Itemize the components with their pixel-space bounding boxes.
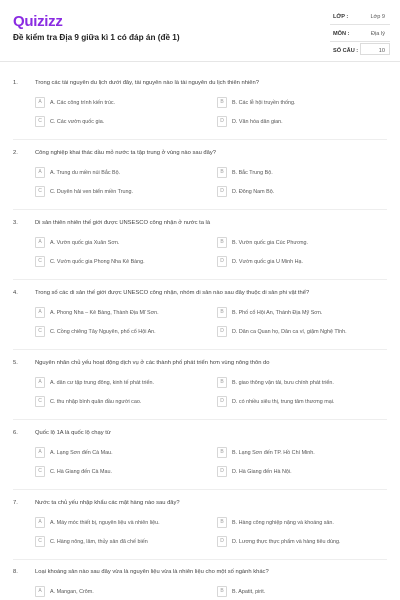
question-divider (13, 279, 387, 280)
option-letter-badge: C (35, 396, 45, 407)
question-number: 1. (13, 80, 18, 86)
option-text: A. Máy móc thiết bị, nguyên liệu và nhiên liệu. (50, 519, 160, 526)
option-a[interactable] (35, 586, 190, 598)
question-divider (13, 559, 387, 560)
option-text: B. Hàng công nghiệp nặng và khoáng sản. (232, 519, 334, 526)
option-a[interactable] (35, 307, 190, 319)
option-a[interactable] (35, 517, 190, 529)
option-c[interactable] (35, 536, 190, 548)
option-text: A. Vườn quốc gia Xuân Sơn. (50, 239, 120, 246)
document-header (0, 0, 400, 62)
option-a[interactable] (35, 237, 190, 249)
question-divider (13, 349, 387, 350)
option-text: C. Hà Giang đến Cà Mau. (50, 468, 113, 475)
option-text: D. Dân ca Quan họ, Dân ca ví, giặm Nghệ Tĩnh. (232, 328, 347, 335)
option-b[interactable] (217, 97, 372, 109)
option-text: A. Trung du miền núi Bắc Bộ. (50, 169, 121, 176)
option-c[interactable] (35, 396, 190, 408)
meta-count-label: SỐ CÂU : (333, 48, 359, 54)
option-text: C. Các vườn quốc gia. (50, 118, 105, 125)
question-item (0, 80, 400, 150)
question-divider (13, 489, 387, 490)
option-letter-badge: B (217, 377, 227, 388)
option-text: A. Mangan, Crôm. (50, 588, 94, 595)
option-letter-badge: B (217, 447, 227, 458)
option-letter-badge: D (217, 396, 227, 407)
meta-subject-label: MÔN : (333, 31, 350, 37)
option-text: B. Các lễ hội truyền thống. (232, 99, 296, 106)
option-letter-badge: B (217, 167, 227, 178)
question-item (0, 360, 400, 430)
option-letter-badge: C (35, 326, 45, 337)
option-d[interactable] (217, 466, 372, 478)
question-item (0, 150, 400, 220)
option-text: B. Lạng Sơn đến TP. Hồ Chí Minh. (232, 449, 315, 456)
question-text: Công nghiệp khai thác dầu mỏ nước ta tập trung ở vùng nào sau đây? (35, 150, 216, 156)
option-text: D. Đông Nam Bộ. (232, 188, 275, 195)
option-text: C. Duyên hải ven biển miền Trung. (50, 188, 134, 195)
question-item (0, 290, 400, 360)
option-letter-badge: D (217, 256, 227, 267)
option-letter-badge: D (217, 466, 227, 477)
option-b[interactable] (217, 237, 372, 249)
option-a[interactable] (35, 97, 190, 109)
question-number: 2. (13, 150, 18, 156)
option-letter-badge: C (35, 186, 45, 197)
option-b[interactable] (217, 307, 372, 319)
option-text: B. Vườn quốc gia Cúc Phương. (232, 239, 309, 246)
option-text: A. Các công trình kiến trúc. (50, 99, 116, 106)
question-item (0, 500, 400, 570)
option-letter-badge: D (217, 536, 227, 547)
option-text: A. Phong Nha – Kẻ Bàng, Thành Địa Mĩ Sơn. (50, 309, 159, 316)
question-item (0, 569, 400, 600)
option-letter-badge: B (217, 517, 227, 528)
question-divider (13, 139, 387, 140)
question-divider (13, 419, 387, 420)
option-letter-badge: B (217, 586, 227, 597)
option-text: D. Văn hóa dân gian. (232, 118, 283, 125)
option-letter-badge: B (217, 237, 227, 248)
question-text: Quốc lộ 1A là quốc lộ chạy từ (35, 430, 111, 436)
question-divider (13, 209, 387, 210)
option-letter-badge: A (35, 377, 45, 388)
question-number: 7. (13, 500, 18, 506)
option-text: D. Hà Giang đến Hà Nội. (232, 468, 292, 475)
quizizz-logo: Quizizz (13, 13, 63, 30)
option-b[interactable] (217, 377, 372, 389)
question-text: Nước ta chủ yếu nhập khẩu các mặt hàng nào sau đây? (35, 500, 180, 506)
option-b[interactable] (217, 447, 372, 459)
option-text: C. Vườn quốc gia Phong Nha Kẻ Bàng. (50, 258, 145, 265)
option-a[interactable] (35, 447, 190, 459)
document-title: Đề kiểm tra Địa 9 giữa kì 1 có đáp án (đề 1) (13, 33, 180, 42)
option-c[interactable] (35, 256, 190, 268)
option-letter-badge: D (217, 116, 227, 127)
option-text: D. Vườn quốc gia U Minh Hạ. (232, 258, 303, 265)
option-a[interactable] (35, 377, 190, 389)
option-text: C. thu nhập bình quân đầu người cao. (50, 398, 142, 405)
question-text: Trong số các di sản thế giới được UNESCO công nhận, nhóm di sản nào sau đây thuộc di sản phi vật thể? (35, 290, 310, 296)
option-b[interactable] (217, 586, 372, 598)
option-d[interactable] (217, 116, 372, 128)
meta-subject-row (330, 27, 390, 41)
question-item (0, 220, 400, 290)
meta-count-value: 10 (378, 48, 385, 54)
question-number: 6. (13, 430, 18, 436)
option-letter-badge: A (35, 237, 45, 248)
option-letter-badge: A (35, 97, 45, 108)
question-number: 5. (13, 360, 18, 366)
option-b[interactable] (217, 167, 372, 179)
option-text: D. có nhiều siêu thị, trung tâm thương mại. (232, 398, 335, 405)
question-text: Loại khoáng sản nào sau đây vừa là nguyên liệu vừa là nhiên liệu cho một số ngành khác? (35, 569, 269, 575)
meta-divider (330, 24, 390, 25)
option-letter-badge: A (35, 586, 45, 597)
meta-subject-value: Địa lý (371, 31, 385, 37)
option-text: B. Apatit, pirit. (232, 588, 266, 595)
option-text: A. Lạng Sơn đến Cà Mau. (50, 449, 113, 456)
option-letter-badge: B (217, 307, 227, 318)
meta-divider (330, 41, 390, 42)
option-letter-badge: C (35, 466, 45, 477)
question-count-box (360, 43, 390, 55)
question-number: 8. (13, 569, 18, 575)
option-text: B. giao thông vận tải, bưu chính phát triển. (232, 379, 334, 386)
option-letter-badge: C (35, 256, 45, 267)
option-c[interactable] (35, 326, 190, 338)
option-d[interactable] (217, 396, 372, 408)
option-b[interactable] (217, 517, 372, 529)
option-letter-badge: A (35, 307, 45, 318)
option-letter-badge: A (35, 517, 45, 528)
option-text: B. Bắc Trung Bộ. (232, 169, 273, 176)
option-d[interactable] (217, 186, 372, 198)
option-d[interactable] (217, 326, 372, 338)
question-text: Nguyên nhân chủ yếu hoạt động dịch vụ ở các thành phố phát triển hơn vùng nông thôn do (35, 360, 270, 366)
question-text: Trong các tài nguyên du lịch dưới đây, tài nguyên nào là tài nguyên du lịch thiên nhiên? (35, 80, 259, 86)
option-d[interactable] (217, 536, 372, 548)
option-text: D. Lương thực thực phẩm và hàng tiêu dùng. (232, 538, 341, 545)
option-d[interactable] (217, 256, 372, 268)
option-letter-badge: C (35, 536, 45, 547)
option-letter-badge: A (35, 447, 45, 458)
option-letter-badge: D (217, 326, 227, 337)
option-c[interactable] (35, 186, 190, 198)
option-a[interactable] (35, 167, 190, 179)
option-text: B. Phố cổ Hội An, Thánh Địa Mỹ Sơn. (232, 309, 323, 316)
question-text: Di sản thiên nhiên thế giới được UNSESCO công nhận ở nước ta là (35, 220, 211, 226)
meta-class-label: LỚP : (333, 14, 349, 20)
option-c[interactable] (35, 116, 190, 128)
question-number: 4. (13, 290, 18, 296)
option-text: C. Hàng nông, lâm, thủy sản đã chế biến (50, 538, 148, 545)
option-text: A. dân cư tập trung đông, kinh tế phát triển. (50, 379, 155, 386)
option-letter-badge: A (35, 167, 45, 178)
meta-class-row (330, 10, 390, 24)
option-c[interactable] (35, 466, 190, 478)
option-text: C. Cồng chiêng Tây Nguyên, phố cổ Hội An. (50, 328, 156, 335)
meta-class-value: Lớp 9 (370, 14, 385, 20)
question-item (0, 430, 400, 500)
option-letter-badge: D (217, 186, 227, 197)
option-letter-badge: C (35, 116, 45, 127)
question-number: 3. (13, 220, 18, 226)
option-letter-badge: B (217, 97, 227, 108)
